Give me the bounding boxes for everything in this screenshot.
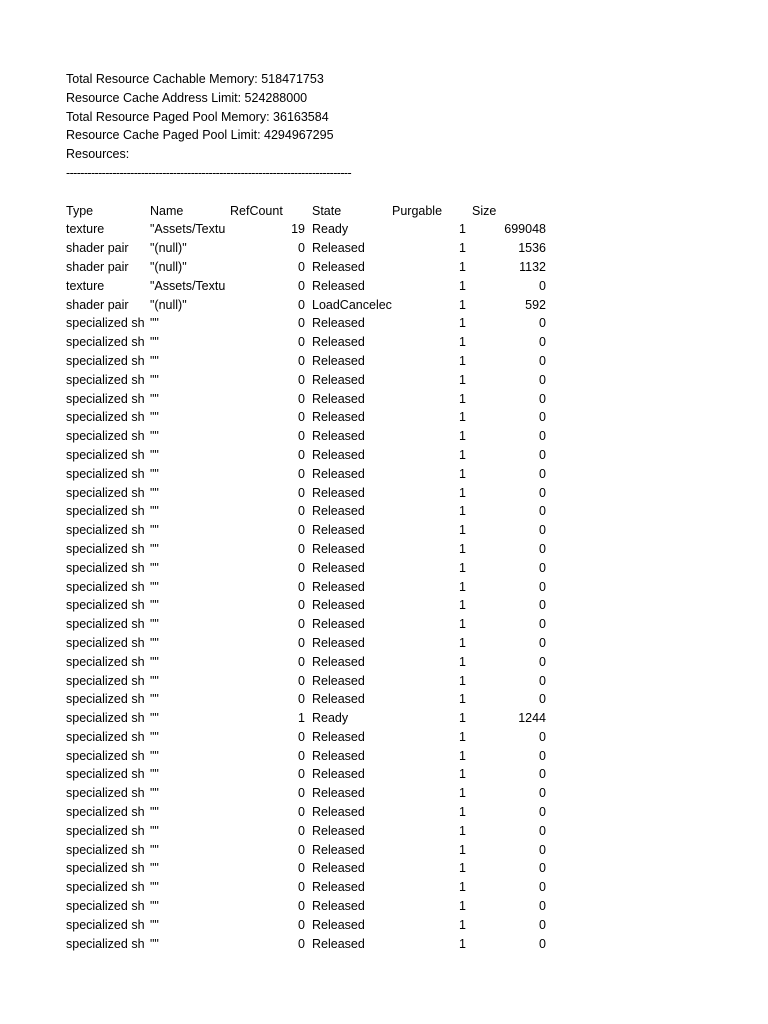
- cell-state: Released: [312, 861, 365, 876]
- cell-purgable: 1: [459, 523, 466, 538]
- cell-purgable: 1: [459, 861, 466, 876]
- cell-size: 0: [539, 805, 546, 820]
- table-row: [66, 559, 706, 578]
- cell-type: specialized sh: [66, 560, 145, 575]
- cell-state: Released: [312, 278, 365, 293]
- cell-type: shader pair: [66, 297, 129, 312]
- cell-refcount: 0: [298, 372, 305, 387]
- cell-size: 0: [539, 598, 546, 613]
- cell-purgable: 1: [459, 297, 466, 312]
- cell-type: specialized sh: [66, 805, 145, 820]
- cell-state: Released: [312, 410, 365, 425]
- cell-type: specialized sh: [66, 541, 145, 556]
- cell-purgable: 1: [459, 485, 466, 500]
- cell-purgable: 1: [459, 748, 466, 763]
- table-row: [66, 634, 706, 653]
- cell-type: specialized sh: [66, 861, 145, 876]
- cell-name: "": [150, 335, 159, 350]
- table-row: [66, 784, 706, 803]
- cell-type: specialized sh: [66, 917, 145, 932]
- cell-type: specialized sh: [66, 504, 145, 519]
- cell-type: shader pair: [66, 241, 129, 256]
- cell-name: "": [150, 880, 159, 895]
- cell-state: Released: [312, 842, 365, 857]
- cell-type: specialized sh: [66, 372, 145, 387]
- cell-refcount: 0: [298, 654, 305, 669]
- cell-size: 0: [539, 353, 546, 368]
- cell-size: 0: [539, 316, 546, 331]
- cell-refcount: 0: [298, 598, 305, 613]
- cell-state: Released: [312, 485, 365, 500]
- cell-purgable: 1: [459, 504, 466, 519]
- cell-size: 0: [539, 635, 546, 650]
- cell-size: 0: [539, 729, 546, 744]
- table-row: [66, 653, 706, 672]
- table-body: [66, 220, 706, 953]
- cell-state: Released: [312, 823, 365, 838]
- cell-size: 0: [539, 917, 546, 932]
- cell-name: "Assets/Textu: [150, 222, 226, 237]
- cell-refcount: 0: [298, 617, 305, 632]
- cell-name: "": [150, 579, 159, 594]
- cell-type: texture: [66, 222, 105, 237]
- cell-name: "": [150, 767, 159, 782]
- cell-state: Released: [312, 917, 365, 932]
- table-header-row: [66, 202, 706, 221]
- table-row: [66, 615, 706, 634]
- table-row: [66, 897, 706, 916]
- cell-state: Released: [312, 654, 365, 669]
- cell-purgable: 1: [459, 579, 466, 594]
- cell-name: "(null)": [150, 241, 187, 256]
- cell-purgable: 1: [459, 635, 466, 650]
- table-row: [66, 747, 706, 766]
- cell-refcount: 0: [298, 936, 305, 951]
- cell-state: Released: [312, 748, 365, 763]
- cell-name: "": [150, 598, 159, 613]
- cell-refcount: 0: [298, 485, 305, 500]
- cell-refcount: 0: [298, 842, 305, 857]
- cell-name: "": [150, 729, 159, 744]
- cell-state: Released: [312, 241, 365, 256]
- cell-state: Released: [312, 335, 365, 350]
- cell-size: 0: [539, 410, 546, 425]
- cell-name: "": [150, 617, 159, 632]
- cell-type: specialized sh: [66, 899, 145, 914]
- cell-purgable: 1: [459, 880, 466, 895]
- cell-size: 0: [539, 335, 546, 350]
- cell-purgable: 1: [459, 692, 466, 707]
- cell-state: Released: [312, 523, 365, 538]
- cell-refcount: 0: [298, 729, 305, 744]
- cell-state: Released: [312, 447, 365, 462]
- cell-refcount: 0: [298, 278, 305, 293]
- cell-refcount: 0: [298, 466, 305, 481]
- cell-size: 0: [539, 579, 546, 594]
- cell-purgable: 1: [459, 259, 466, 274]
- cell-type: specialized sh: [66, 429, 145, 444]
- table-row: [66, 427, 706, 446]
- cell-size: 1132: [519, 259, 546, 274]
- cell-name: "": [150, 466, 159, 481]
- table-row: [66, 465, 706, 484]
- cell-type: specialized sh: [66, 842, 145, 857]
- table-row: [66, 371, 706, 390]
- paged-pool-limit-line: Resource Cache Paged Pool Limit: 4294967295: [66, 128, 334, 143]
- table-row: [66, 239, 706, 258]
- cell-type: specialized sh: [66, 635, 145, 650]
- cell-purgable: 1: [459, 617, 466, 632]
- table-row: [66, 709, 706, 728]
- cell-purgable: 1: [459, 936, 466, 951]
- cachable-memory-line: Total Resource Cachable Memory: 518471753: [66, 72, 324, 86]
- header-size: Size: [472, 203, 497, 218]
- cell-size: 0: [539, 786, 546, 801]
- table-row: [66, 690, 706, 709]
- cell-purgable: 1: [459, 711, 466, 726]
- blank-line: [66, 183, 706, 202]
- cell-state: Released: [312, 880, 365, 895]
- cell-refcount: 0: [298, 259, 305, 274]
- cell-size: 0: [539, 654, 546, 669]
- cell-name: "": [150, 504, 159, 519]
- cell-size: 0: [539, 523, 546, 538]
- header-purgable: Purgable: [392, 203, 443, 218]
- cell-purgable: 1: [459, 222, 466, 237]
- cell-state: Released: [312, 729, 365, 744]
- cell-refcount: 0: [298, 692, 305, 707]
- cell-refcount: 0: [298, 560, 305, 575]
- cell-name: "": [150, 391, 159, 406]
- table-row: [66, 352, 706, 371]
- cell-name: "": [150, 654, 159, 669]
- cell-name: "": [150, 692, 159, 707]
- cell-size: 1536: [518, 241, 546, 256]
- table-row: [66, 333, 706, 352]
- cell-type: specialized sh: [66, 692, 145, 707]
- header-type: Type: [66, 203, 94, 218]
- cell-state: Released: [312, 936, 365, 951]
- cell-size: 0: [539, 748, 546, 763]
- cell-refcount: 0: [298, 447, 305, 462]
- cell-type: specialized sh: [66, 523, 145, 538]
- cell-state: Released: [312, 692, 365, 707]
- table-row: [66, 728, 706, 747]
- cell-type: specialized sh: [66, 748, 145, 763]
- cell-size: 0: [539, 391, 546, 406]
- cell-purgable: 1: [459, 335, 466, 350]
- cell-name: "": [150, 786, 159, 801]
- cell-state: Released: [312, 899, 365, 914]
- cell-type: specialized sh: [66, 391, 145, 406]
- cell-size: 0: [539, 466, 546, 481]
- cell-purgable: 1: [459, 560, 466, 575]
- cell-type: specialized sh: [66, 654, 145, 669]
- cell-name: "": [150, 936, 159, 951]
- cell-purgable: 1: [459, 823, 466, 838]
- cell-purgable: 1: [459, 729, 466, 744]
- table-row: [66, 578, 706, 597]
- cell-type: shader pair: [66, 259, 129, 274]
- cell-size: 0: [539, 447, 546, 462]
- cell-refcount: 0: [298, 786, 305, 801]
- table-row: [66, 803, 706, 822]
- cell-name: "": [150, 748, 159, 763]
- resource-report: [66, 70, 706, 953]
- cell-refcount: 0: [298, 880, 305, 895]
- table-row: [66, 408, 706, 427]
- cell-name: "": [150, 917, 159, 932]
- cell-size: 0: [539, 842, 546, 857]
- table-row: [66, 916, 706, 935]
- cell-purgable: 1: [459, 316, 466, 331]
- cell-type: specialized sh: [66, 316, 145, 331]
- cell-state: Released: [312, 316, 365, 331]
- resources-label: Resources:: [66, 147, 130, 162]
- cell-size: 0: [539, 861, 546, 876]
- cell-size: 0: [539, 372, 546, 387]
- cell-size: 0: [539, 936, 546, 951]
- cell-type: specialized sh: [66, 410, 145, 425]
- cell-name: "": [150, 899, 159, 914]
- cell-type: specialized sh: [66, 936, 145, 951]
- cell-purgable: 1: [459, 917, 466, 932]
- cell-state: Released: [312, 767, 365, 782]
- cell-type: specialized sh: [66, 485, 145, 500]
- cell-refcount: 0: [298, 523, 305, 538]
- table-row: [66, 878, 706, 897]
- cell-state: Released: [312, 617, 365, 632]
- cell-purgable: 1: [459, 541, 466, 556]
- cell-name: "": [150, 523, 159, 538]
- cell-name: "(null)": [150, 259, 187, 274]
- cell-refcount: 0: [298, 673, 305, 688]
- cell-state: Released: [312, 786, 365, 801]
- cell-size: 0: [539, 541, 546, 556]
- cell-purgable: 1: [459, 278, 466, 293]
- cell-state: Released: [312, 560, 365, 575]
- cell-name: "": [150, 842, 159, 857]
- cell-refcount: 0: [298, 297, 305, 312]
- cell-size: 592: [525, 297, 546, 312]
- cell-state: Released: [312, 598, 365, 613]
- cell-name: "": [150, 372, 159, 387]
- cell-refcount: 0: [298, 410, 305, 425]
- table-row: [66, 521, 706, 540]
- separator-line: --------------------------------------------------------------------------------: [66, 165, 352, 180]
- cell-state: Ready: [312, 222, 349, 237]
- table-row: [66, 277, 706, 296]
- cell-name: "": [150, 673, 159, 688]
- cell-purgable: 1: [459, 429, 466, 444]
- cell-state: Released: [312, 466, 365, 481]
- cell-refcount: 0: [298, 635, 305, 650]
- table-row: [66, 314, 706, 333]
- cell-purgable: 1: [459, 241, 466, 256]
- cell-purgable: 1: [459, 410, 466, 425]
- cell-name: "": [150, 711, 159, 726]
- table-row: [66, 296, 706, 315]
- cell-type: specialized sh: [66, 353, 145, 368]
- cell-state: Released: [312, 635, 365, 650]
- cell-type: specialized sh: [66, 598, 145, 613]
- cell-type: specialized sh: [66, 786, 145, 801]
- cell-name: "": [150, 410, 159, 425]
- header-name: Name: [150, 203, 184, 218]
- cell-refcount: 0: [298, 316, 305, 331]
- cell-refcount: 19: [291, 222, 305, 237]
- cell-type: specialized sh: [66, 880, 145, 895]
- cell-refcount: 0: [298, 579, 305, 594]
- cell-refcount: 0: [298, 805, 305, 820]
- cell-refcount: 1: [298, 711, 305, 726]
- cell-refcount: 0: [298, 353, 305, 368]
- cell-type: specialized sh: [66, 466, 145, 481]
- table-row: [66, 822, 706, 841]
- cell-state: Released: [312, 429, 365, 444]
- cell-type: specialized sh: [66, 823, 145, 838]
- cell-refcount: 0: [298, 748, 305, 763]
- cell-purgable: 1: [459, 447, 466, 462]
- cell-purgable: 1: [459, 654, 466, 669]
- cell-state: Released: [312, 391, 365, 406]
- cell-refcount: 0: [298, 429, 305, 444]
- cell-refcount: 0: [298, 335, 305, 350]
- cell-refcount: 0: [298, 917, 305, 932]
- cell-type: specialized sh: [66, 579, 145, 594]
- cell-refcount: 0: [298, 504, 305, 519]
- cell-purgable: 1: [459, 899, 466, 914]
- cell-refcount: 0: [298, 241, 305, 256]
- cell-name: "": [150, 541, 159, 556]
- cell-size: 0: [539, 899, 546, 914]
- cell-state: Released: [312, 805, 365, 820]
- cell-name: "": [150, 447, 159, 462]
- table-row: [66, 390, 706, 409]
- header-refcount: RefCount: [230, 203, 283, 218]
- cell-size: 0: [539, 278, 546, 293]
- table-row: [66, 841, 706, 860]
- cell-refcount: 0: [298, 391, 305, 406]
- cell-purgable: 1: [459, 673, 466, 688]
- cell-purgable: 1: [459, 786, 466, 801]
- cell-name: "": [150, 861, 159, 876]
- address-limit-line: Resource Cache Address Limit: 524288000: [66, 90, 308, 105]
- cell-name: "": [150, 485, 159, 500]
- cell-type: specialized sh: [66, 447, 145, 462]
- cell-state: Released: [312, 259, 365, 274]
- cell-name: "": [150, 316, 159, 331]
- cell-state: LoadCancelec: [312, 297, 392, 312]
- cell-size: 0: [539, 485, 546, 500]
- cell-name: "": [150, 635, 159, 650]
- cell-size: 0: [539, 767, 546, 782]
- table-row: [66, 596, 706, 615]
- cell-name: "Assets/Textu: [150, 278, 226, 293]
- cell-refcount: 0: [298, 899, 305, 914]
- cell-name: "": [150, 805, 159, 820]
- table-row: [66, 672, 706, 691]
- cell-size: 0: [539, 504, 546, 519]
- table-row: [66, 484, 706, 503]
- cell-state: Released: [312, 353, 365, 368]
- cell-purgable: 1: [459, 598, 466, 613]
- cell-purgable: 1: [459, 466, 466, 481]
- table-row: [66, 446, 706, 465]
- paged-pool-memory-line: Total Resource Paged Pool Memory: 36163584: [66, 109, 329, 124]
- cell-type: specialized sh: [66, 767, 145, 782]
- cell-type: specialized sh: [66, 617, 145, 632]
- table-row: [66, 540, 706, 559]
- cell-refcount: 0: [298, 823, 305, 838]
- cell-name: "(null)": [150, 297, 187, 312]
- cell-name: "": [150, 353, 159, 368]
- cell-purgable: 1: [459, 842, 466, 857]
- cell-refcount: 0: [298, 767, 305, 782]
- cell-state: Ready: [312, 711, 349, 726]
- cell-size: 699048: [504, 222, 546, 237]
- cell-purgable: 1: [459, 767, 466, 782]
- table-row: [66, 859, 706, 878]
- cell-state: Released: [312, 504, 365, 519]
- cell-type: specialized sh: [66, 673, 145, 688]
- cell-state: Released: [312, 579, 365, 594]
- cell-purgable: 1: [459, 391, 466, 406]
- cell-refcount: 0: [298, 541, 305, 556]
- table-row: [66, 220, 706, 239]
- cell-name: "": [150, 560, 159, 575]
- cell-size: 0: [539, 617, 546, 632]
- cell-refcount: 0: [298, 861, 305, 876]
- cell-size: 1244: [518, 711, 546, 726]
- cell-type: specialized sh: [66, 711, 145, 726]
- cell-state: Released: [312, 541, 365, 556]
- cell-name: "": [150, 429, 159, 444]
- cell-size: 0: [539, 560, 546, 575]
- cell-purgable: 1: [459, 353, 466, 368]
- cell-type: texture: [66, 278, 105, 293]
- cell-size: 0: [539, 429, 546, 444]
- cell-size: 0: [539, 880, 546, 895]
- cell-state: Released: [312, 673, 365, 688]
- cell-type: specialized sh: [66, 729, 145, 744]
- table-row: [66, 502, 706, 521]
- table-row: [66, 258, 706, 277]
- table-row: [66, 935, 706, 954]
- cell-purgable: 1: [459, 372, 466, 387]
- cell-size: 0: [539, 692, 546, 707]
- cell-name: "": [150, 823, 159, 838]
- cell-state: Released: [312, 372, 365, 387]
- cell-size: 0: [539, 823, 546, 838]
- cell-purgable: 1: [459, 805, 466, 820]
- table-row: [66, 765, 706, 784]
- header-state: State: [312, 203, 342, 218]
- cell-size: 0: [539, 673, 546, 688]
- cell-type: specialized sh: [66, 335, 145, 350]
